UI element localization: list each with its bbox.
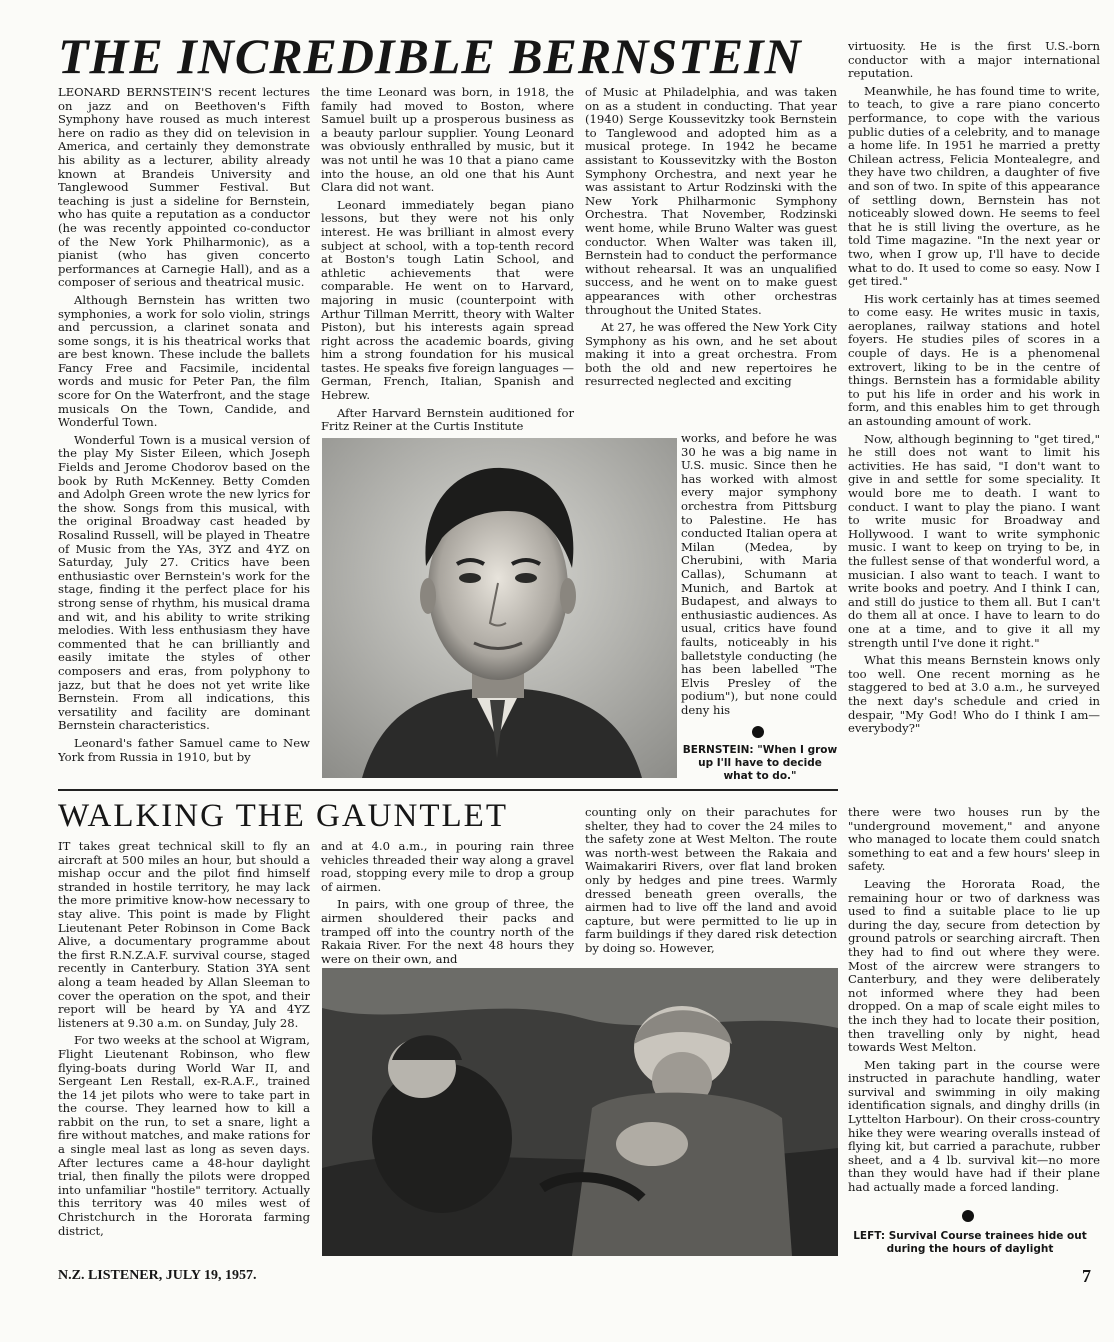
- article2-col4-para-3: Men taking part in the course were instructed in parachute handling, water survival and swimming in oily making identification signals, and dinghy drills (in Lyttelton Harbour). On their cross-country hike they were wearing overalls instead of flying kit, but carried a parachute, rubber sheet, and a 4 lb. survival kit—no more than they would have had if their plane had actually made a forced landing.: [848, 1057, 1100, 1195]
- article2-col2-para-1: and at 4.0 a.m., in pouring rain three vehicles threaded their way along a gravel road, stopping every mile to drop a group of airmen.: [321, 840, 574, 894]
- article2-column-2: [321, 840, 574, 970]
- article2-column-4: [848, 806, 1100, 1206]
- article1-column-3-continued: [681, 432, 837, 722]
- article1-col4-para-3: His work certainly has at times seemed to come easy. He writes music in taxis, aeroplanes, railway stations and hotel foyers. He studies piles of scores in a couple of days. He is a phenomenal extrovert, liking to be in the centre of things. Bernstein has a formidable ability to put his life in order and his work in form, and this enables him to get through an astounding amount of work.: [848, 291, 1100, 429]
- article-title-walking-the-gauntlet: WALKING THE GAUNTLET: [58, 798, 508, 834]
- article2-col1-para-2: For two weeks at the school at Wigram, Flight Lieutenant Robinson, who flew flying-boats during World War II, and Sergeant Len Restall, ex-R.A.F., trained the 14 jet pilots who were to take part in the course. They learned how to kill a rabbit on the run, to set a snare, light a fire without matches, and make rations for a single meal last as long as seven days. After lectures came a 48-hour daylight trial, then finally the pilots were dropped into unfamiliar "hostile" territory. Actually this territory was 40 miles west of Christchurch in the Hororata farming district,: [58, 1033, 310, 1238]
- article1-col2-para-1: the time Leonard was born, in 1918, the family had moved to Boston, where Samuel built up a prosperous business as a beauty parlour supplier. Young Leonard was obviously enthralled by music, but it was not until he was 10 that a piano came into the house, an old one that his Aunt Clara did not want.: [321, 86, 574, 195]
- article1-col1-para-1: LEONARD BERNSTEIN'S recent lectures on jazz and on Beethoven's Fifth Symphony have roused as much interest here on radio as they did on television in America, and certainly they demonstrate his ability as a lecturer, ability already known at Brandeis University and Tanglewood Summer Festival. But teaching is just a sideline for Bernstein, who has quite a reputation as a conductor (he was recently appointed co-conductor of the New York Philharmonic), as a pianist (who has given concerto performances at Carnegie Hall), and as a composer of serious and theatrical music.: [58, 86, 310, 290]
- article2-col3-para-1: counting only on their parachutes for shelter, they had to cover the 24 miles to the safety zone at West Melton. The route was north-west between the Rakaia and Waimakariri Rivers, over flat land broken only by hedges and pine trees. Warmly dressed beneath green overalls, the airmen had to live off the land and avoid capture, but were permitted to lie up in farm buildings if they dared risk detection by doing so. However,: [585, 806, 837, 955]
- article1-col1-para-4: Leonard's father Samuel came to New York from Russia in 1910, but by: [58, 735, 310, 764]
- article1-col4-para-1: virtuosity. He is the first U.S.-born conductor with a major international reputation.: [848, 40, 1100, 81]
- article2-col1-para-1: IT takes great technical skill to fly an aircraft at 500 miles an hour, but should a mishap occur and the pilot find himself stranded in hostile territory, he may lack the more primitive know-how necessary to stay alive. This point is made by Flight Lieutenant Peter Robinson in Come Back Alive, a documentary programme about the first R.N.Z.A.F. survival course, staged recently in Canterbury. Station 3YA sent along a team headed by Allan Sleeman to cover the operation on the spot, and their report will be heard by YA and 4YZ listeners at 9.30 a.m. on Sunday, July 28.: [58, 840, 310, 1030]
- survival-course-photo: [322, 968, 838, 1256]
- article2-col4-para-1: there were two houses run by the "underground movement," and anyone who managed to locate them could snatch something to eat and a few hours' sleep in safety.: [848, 806, 1100, 874]
- article1-column-1: [58, 86, 310, 788]
- article1-col4-para-2: Meanwhile, he has found time to write, to teach, to give a rare piano concerto performance, to cope with the various public duties of a celebrity, and to manage a home life. In 1951 he married a pretty Chilean actress, Felicia Montealegre, and they have two children, a daughter of five and son of two. In spite of this appearance of settling down, Bernstein has not noticeably slowed down. He seems to feel that he is still living the overture, as he told Time magazine. "In the next year or two, when I grow up, I'll have to decide what to do. It used to come so easy. Now I get tired.": [848, 83, 1100, 289]
- article-title-bernstein: THE INCREDIBLE BERNSTEIN: [58, 28, 802, 84]
- article1-column-3: [585, 86, 837, 432]
- footer-publication: N.Z. LISTENER, JULY 19, 1957.: [58, 1268, 257, 1283]
- article2-column-1: [58, 840, 310, 1258]
- article1-col3-para-1: of Music at Philadelphia, and was taken on as a student in conducting. That year (1940) Serge Koussevitzky took Bernstein to Tanglewood and adopted him as a musical protege. In 1942 he became assistant to Koussevitzky with the Boston Symphony Orchestra, and next year he was assistant to Artur Rodzinski with the New York Philharmonic Symphony Orchestra. That November, Rodzinski went home, while Bruno Walter was guest conductor. When Walter was taken ill, Bernstein had to conduct the performance without rehearsal. It was an unqualified success, and he went on to make guest appearances with other orchestras throughout the United States.: [585, 86, 837, 317]
- bernstein-portrait-photo: [322, 438, 677, 778]
- article2-column-3: [585, 806, 837, 966]
- article1-col1-para-2: Although Bernstein has written two symphonies, a work for solo violin, strings and percussion, a clarinet sonata and some songs, it is his theatrical works that are best known. These include the ballets Fancy Free and Facsimile, incidental words and music for Peter Pan, the film score for On the Waterfront, and the stage musicals On the Town, Candide, and Wonderful Town.: [58, 292, 310, 430]
- survival-illustration: [322, 968, 838, 1256]
- article2-col2-para-2: In pairs, with one group of three, the airmen shouldered their packs and tramped off into the country north of the Rakaia River. For the next 48 hours they were on their own, and: [321, 897, 574, 966]
- caption-bullet-1: [752, 726, 764, 738]
- article2-col4-para-2: Leaving the Hororata Road, the remaining hour or two of darkness was used to find a suitable place to lie up during the day, secure from detection by ground patrols or searching aircraft. Then they had to find out where they were. Most of the aircrew were strangers to Canterbury, and they were deliberately not informed where they had been dropped. On a map of scale eight miles to the inch they had to locate their position, then travelling only by night, head towards West Melton.: [848, 876, 1100, 1055]
- article1-col4-para-5: What this means Bernstein knows only too well. One recent morning as he staggered to bed at 3.0 a.m., he surveyed the next day's schedule and cried in despair, "My God! Who do I think I am—everybody?": [848, 653, 1100, 736]
- article1-column-2: [321, 86, 574, 436]
- article1-col2-para-3: After Harvard Bernstein auditioned for Fritz Reiner at the Curtis Institute: [321, 405, 574, 434]
- bernstein-photo-caption: BERNSTEIN: "When I grow up I'll have to decide what to do.": [682, 744, 838, 782]
- caption-bullet-2: [962, 1210, 974, 1222]
- footer-page-number: 7: [1082, 1266, 1091, 1286]
- portrait-illustration: [322, 438, 677, 778]
- article1-col1-para-3: Wonderful Town is a musical version of the play My Sister Eileen, which Joseph Fields and Jerome Chodorov based on the book by Ruth McKenney. Betty Comden and Adolph Green wrote the new lyrics for the show. Songs from this musical, with the original Broadway cast headed by Rosalind Russell, will be played in Theatre of Music from the YAs, 3YZ and 4YZ on Saturday, July 27. Critics have been enthusiastic over Bernstein's work for the stage, finding it the perfect place for his strong sense of rhythm, his musical drama and wit, and his ability to write striking melodies. With less enthusiasm they have commented that he can brilliantly and easily imitate the styles of other composers and eras, from polyphony to jazz, but that he does not yet write like Bernstein. From all indications, this versatility and facility are dominant Bernstein characteristics.: [58, 432, 310, 733]
- article1-col4-para-4: Now, although beginning to "get tired," he still does not want to limit his activities. He has said, "I don't want to give in and settle for some speciality. It would bore me to death. I want to conduct. I want to play the piano. I want to write music for Broadway and Hollywood. I want to write symphonic music. I want to keep on trying to be, in the fullest sense of that wonderful word, a musician. I also want to teach. I want to write books and poetry. And I think I can, and still do justice to them all. But I can't do them all at once. I have to learn to do one at a time, and to give it all my strength until I've done it right.": [848, 431, 1100, 650]
- article1-col2-para-2: Leonard immediately began piano lessons, but they were not his only interest. He was brilliant in almost every subject at school, with a top-tenth record at Boston's tough Latin School, and athletic achievements that were comparable. He went on to Harvard, majoring in music (counterpoint with Arthur Tillman Merritt, theory with Walter Piston), but his interests again spread right across the academic boards, giving him a strong foundation for his musical tastes. He speaks five foreign languages —German, French, Italian, Spanish and Hebrew.: [321, 197, 574, 403]
- article1-col3-para-3: works, and before he was 30 he was a big name in U.S. music. Since then he has worked with almost every major symphony orchestra from Pittsburg to Palestine. He has conducted Italian opera at Milan (Medea, by Cherubini, with Maria Callas), Schumann at Munich, and Bartok at Budapest, and always to enthusiastic audiences. As usual, critics have found faults, noticeably in his balletstyle conducting (he has been labelled "The Elvis Presley of the podium"), but none could deny his: [681, 432, 837, 717]
- article1-column-4: [848, 40, 1100, 790]
- article1-col3-para-2: At 27, he was offered the New York City Symphony as his own, and he set about making it into a great orchestra. From both the old and new repertoires he resurrected neglected and exciting: [585, 320, 837, 389]
- article-divider: [58, 789, 838, 791]
- survival-photo-caption: LEFT: Survival Course trainees hide out during the hours of daylight: [853, 1230, 1087, 1255]
